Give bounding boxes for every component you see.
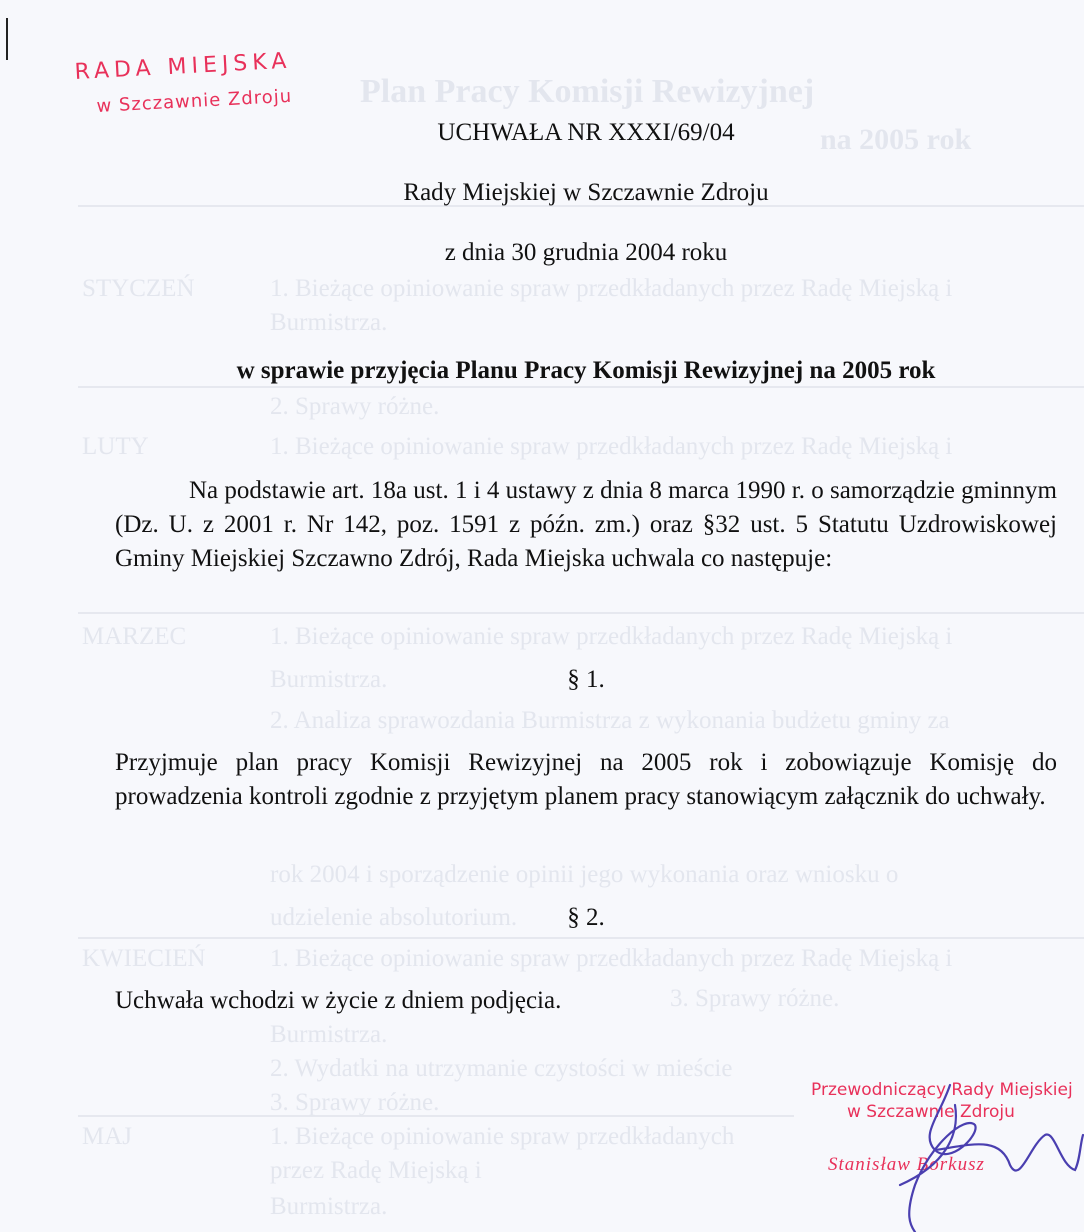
chairman-stamp-line2: w Szczawnie Zdroju [847, 1102, 1015, 1122]
chairman-stamp-line1: Przewodniczący Rady Miejskiej [811, 1080, 1073, 1100]
ghost-item: Burmistrza. [270, 1021, 388, 1048]
ghost-month: LUTY [82, 433, 149, 460]
ghost-item: 2. Sprawy różne. [270, 393, 440, 420]
council-stamp-line1: RADA MIEJSKA [74, 48, 292, 85]
section-2-heading: § 2. [567, 904, 605, 931]
ghost-subtitle: na 2005 rok [820, 123, 972, 156]
handwritten-signature [880, 1075, 1084, 1232]
resolution-number: UCHWAŁA NR XXXI/69/04 [437, 119, 735, 146]
ghost-month: MARZEC [82, 623, 187, 650]
ghost-item: Burmistrza. [270, 1193, 388, 1220]
ghost-item: 1. Bieżące opiniowanie spraw przedkładanych przez Radę Miejską i [270, 1123, 735, 1184]
section-2-text: Uchwała wchodzi w życie z dniem podjęcia. [115, 987, 562, 1014]
preamble: Na podstawie art. 18a ust. 1 i 4 ustawy z dnia 8 marca 1990 r. o samorządzie gminnym (Dz. U. z 2001 r. Nr 142, poz. 1591 z późn. zm.) oraz §32 ust. 5 Statutu Uzdrowiskowej Gminy Miejskiej Szczawno Zdrój, Rada Miejska uchwala co następuje: [115, 477, 1057, 572]
ghost-item: 1. Bieżące opiniowanie spraw przedkładanych przez Radę Miejską i [270, 433, 953, 460]
ghost-rule [78, 612, 1084, 614]
ghost-item: 1. Bieżące opiniowanie spraw przedkładanych przez Radę Miejską i [270, 275, 953, 302]
ghost-item: rok 2004 i sporządzenie opinii jego wykonania oraz wniosku o [270, 861, 899, 888]
ghost-month: KWIECIEŃ [82, 945, 206, 972]
ghost-item: Burmistrza. [270, 309, 388, 336]
ghost-month: MAJ [82, 1123, 133, 1150]
section-1-text: Przyjmuje plan pracy Komisji Rewizyjnej na 2005 rok i zobowiązuje Komisję do prowadzenia kontroli zgodnie z przyjętym planem pracy stanowiącym załącznik do uchwały. [115, 749, 1057, 810]
ghost-item: 3. Sprawy różne. [270, 1089, 440, 1116]
ghost-rule [78, 937, 1084, 939]
ghost-month: STYCZEŃ [82, 275, 195, 302]
ghost-rule [78, 386, 1084, 388]
ghost-item: 2. Analiza sprawozdania Burmistrza z wykonania budżetu gminy za [270, 707, 950, 734]
resolution-date: z dnia 30 grudnia 2004 roku [444, 239, 728, 266]
resolution-subject: w sprawie przyjęcia Planu Pracy Komisji Rewizyjnej na 2005 rok [236, 357, 936, 384]
issuer: Rady Miejskiej w Szczawnie Zdroju [403, 179, 769, 206]
section-1-heading: § 1. [567, 666, 605, 693]
ghost-item: 1. Bieżące opiniowanie spraw przedkładanych przez Radę Miejską i [270, 945, 953, 972]
ghost-item: 1. Bieżące opiniowanie spraw przedkładanych przez Radę Miejską i [270, 623, 953, 650]
ghost-title: Plan Pracy Komisji Rewizyjnej [360, 73, 815, 110]
ghost-item: Burmistrza. [270, 666, 388, 693]
chairman-name: Stanisław Borkusz [828, 1154, 985, 1175]
scan-edge-mark [6, 18, 8, 60]
ghost-item: udzielenie absolutorium. [270, 904, 518, 931]
council-stamp-line2: w Szczawnie Zdroju [96, 85, 293, 117]
ghost-item: 2. Wydatki na utrzymanie czystości w mieście [270, 1055, 733, 1082]
ghost-item: 3. Sprawy różne. [670, 985, 840, 1012]
